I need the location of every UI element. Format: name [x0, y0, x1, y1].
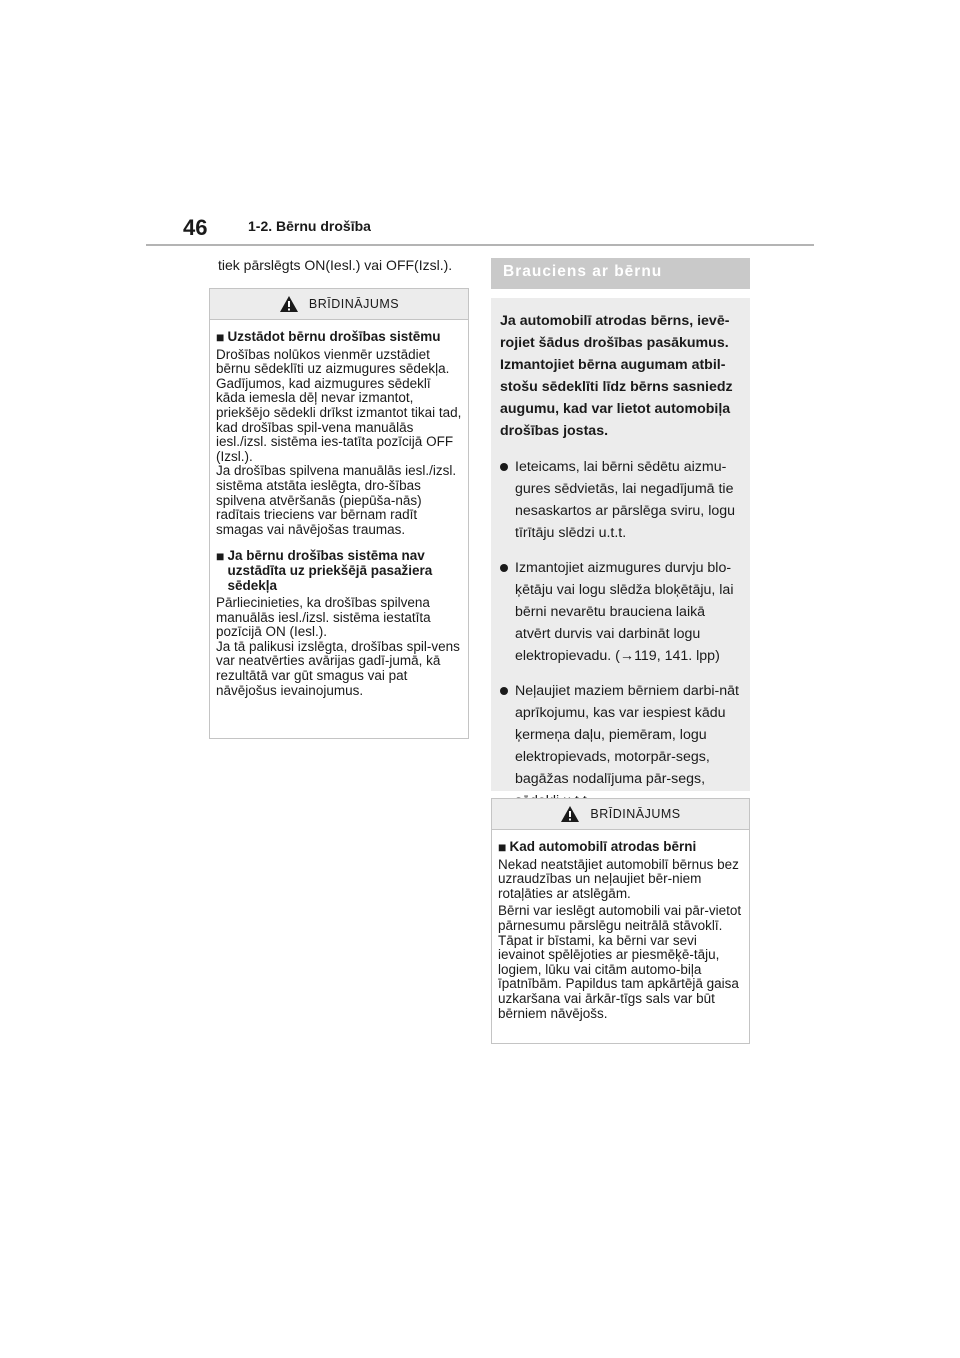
warning-item-heading: ■ Uzstādot bērnu drošības sistēmu — [216, 329, 441, 345]
warning-header — [210, 289, 468, 320]
child-travel-panel — [491, 298, 750, 791]
bullet-dot-icon — [500, 463, 508, 471]
warning-title: BRĪDINĀJUMS — [590, 807, 681, 821]
warning-paragraph: Ja tā palikusi izslēgta, drošības spil-vens var neatvērties avārijas gadī-jumā, kā rezultātā var gūt smagus vai pat nāvējošus ievainojumus. — [216, 638, 460, 698]
section-title: 1-2. Bērnu drošība — [248, 218, 371, 234]
warning-paragraph: Ja drošības spilvena manuālās iesl./izsl. sistēma atstāta ieslēgta, dro-šības spilvena atvēršanās (piepūša-nās) radītais trieciens var bērnam radīt smagas vai nāvējošas traumas. — [216, 463, 457, 537]
warning-header — [492, 799, 749, 830]
warning-item-heading: ■ Kad automobilī atrodas bērni — [498, 839, 697, 855]
bullet-dot-icon — [500, 687, 508, 695]
section-band — [491, 258, 750, 289]
band-title: Brauciens ar bērnu — [503, 263, 663, 280]
warning-box-left — [209, 288, 469, 739]
warning-paragraph: Bērni var ieslēgt automobili vai pār-vietot pārnesumu pārslēgu neitrālā stāvoklī. Tāpat ir bīstami, ka bērni var sevi ievainot spēlējoties ar piesmēķē-tāju, logiem, lūku vai citām automo-biļa īpatnībām. Papildus tam apkārtējā gaisa uzkaršana vai ārkār-tīgs sals var būt bērniem nāvējošs. — [498, 903, 742, 1021]
warning-triangle-icon — [560, 805, 580, 823]
warning-paragraph: Pārliecinieties, ka drošības spilvena manuālās iesl./izsl. sistēma iestatīta pozīcijā ON (Iesl.). — [216, 595, 431, 640]
warning-body — [492, 830, 749, 1027]
lead-paragraph: Ja automobilī atrodas bērns, ievē-rojiet šādus drošības pasākumus. Izmantojiet bērna augumam atbil-stošu sēdeklīti līdz bērns sasniedz augumu, kad var lietot automobiļa drošības jostas. — [500, 313, 733, 439]
bullet-dot-icon — [500, 564, 508, 572]
warning-title: BRĪDINĀJUMS — [308, 297, 400, 311]
continued-text: tiek pārslēgts ON(Iesl.) vai OFF(Izsl.). — [218, 257, 453, 273]
warning-triangle-icon — [279, 295, 299, 313]
list-item: Ieteicams, lai bērni sēdētu aizmu-gures sēdvietās, lai negadījumā tie nesaskartos ar pārslēga sviru, logu tīrītāju slēdzi u.t.t. — [500, 456, 742, 544]
header-rule — [146, 244, 814, 246]
warning-item-heading: ■ Ja bērnu drošības sistēma nav uzstādīta uz priekšējā pasažiera sēdekļa — [216, 548, 433, 593]
warning-box-right — [491, 798, 750, 1044]
list-item: Neļaujiet maziem bērniem darbi-nāt aprīkojumu, kas var iespiest kādu ķermeņa daļu, piemēram, logu elektropievads, motorpār-segs, bagāžas nodalījuma pār-segs, — [500, 680, 742, 812]
list-item: Izmantojiet aizmugures durvju blo-ķētāju vai logu slēdža bloķētāju, lai bērni nevarētu brauciena laikā atvērt durvis vai darbināt logu elektropievadu. (→119, 141. lpp) — [500, 557, 742, 667]
warning-body — [210, 320, 468, 704]
bullet-list — [500, 456, 742, 812]
warning-paragraph: Drošības nolūkos vienmēr uzstādiet bērnu sēdeklīti uz aizmugures sēdekļa. Gadījumos, kad aizmugures sēdeklī kāda iemesla dēļ nevar izmantot, priekšējo sēdekli drīkst izmantot tikai tad, kad drošības spil-vena manuālās iesl./izsl. sistēma ies-tatīta pozīcijā OFF (Izsl.). — [216, 346, 462, 464]
page-number: 46 — [183, 215, 208, 240]
warning-paragraph: Nekad neatstājiet automobilī bērnus bez uzraudzības un neļaujiet bēr-niem rotaļāties ar atslēgām. — [498, 856, 739, 901]
